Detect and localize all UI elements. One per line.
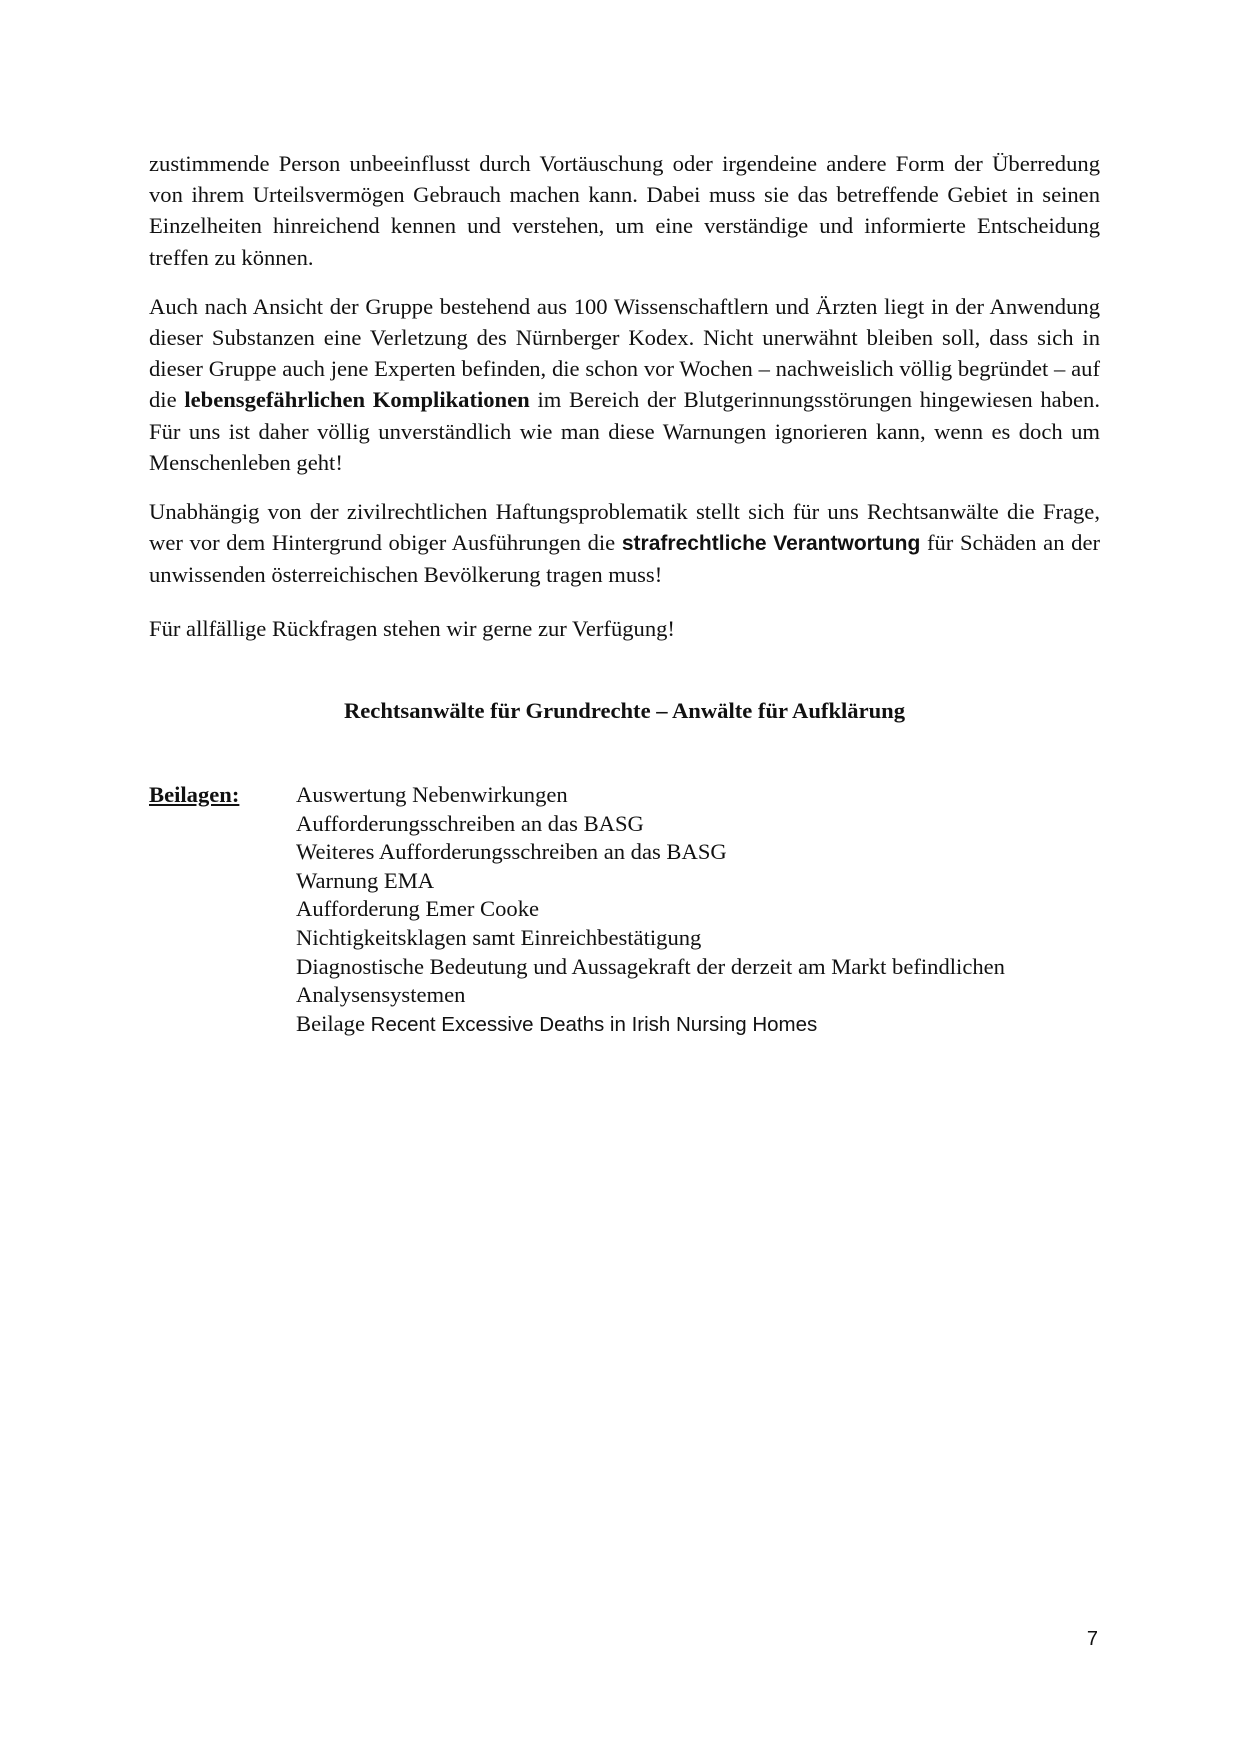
paragraph-nuremberg-code: [149, 291, 1100, 478]
enclosure-item: Warnung EMA: [296, 867, 435, 893]
paragraph-consent-text: zustimmende Person unbeeinflusst durch Vortäuschung oder irgendeine andere Form der Überredung von ihrem Urteilsvermögen Gebrauch machen kann. Dabei muss sie das betreffende Gebiet in seinen Einzelheiten hinreichend kennen und verstehen, um eine verständige und informierte Entscheidung treffen zu können.: [149, 151, 1100, 270]
enclosure-item: Weiteres Aufforderungsschreiben an das BASG: [296, 839, 727, 865]
enclosure-prefix: Beilage: [296, 1010, 371, 1036]
enclosure-item: Diagnostische Bedeutung und Aussagekraft der derzeit am Markt befindlichen Analysensystemen: [296, 953, 1005, 1008]
enclosures-list: [296, 781, 1100, 1039]
enclosure-title: Recent Excessive Deaths in Irish Nursing Homes: [370, 1012, 818, 1036]
paragraph-nuremberg-text-start: Auch nach Ansicht der Gruppe bestehend aus 100 Wissenschaftlern und Ärzten liegt in der Anwendung dieser Substanzen eine Verletzung des Nürnberger Kodex. Nicht unerwähnt bleiben soll, dass sich in dieser Gruppe auch jene Experten befinden, die schon vor Wochen – nachweislich völlig begründet – auf die: [149, 293, 1100, 413]
paragraph-consent: [149, 148, 1100, 273]
enclosure-item: Aufforderung Emer Cooke: [296, 896, 540, 922]
enclosures-label: Beilagen:: [149, 782, 240, 807]
paragraph-liability-text-start: Unabhängig von der zivilrechtlichen Haftungsproblematik stellt sich für uns Rechtsanwälte die Frage, wer vor dem Hintergrund obiger Ausführungen die: [149, 499, 1100, 556]
paragraph-criminal-liability: [149, 496, 1100, 591]
paragraph-closing: [149, 613, 1100, 644]
signature-line: Rechtsanwälte für Grundrechte – Anwälte für Aufklärung: [343, 698, 906, 723]
paragraph-nuremberg-text-end: im Bereich der Blutgerinnungsstörungen hingewiesen haben. Für uns ist daher völlig unverständlich wie man diese Warnungen ignorieren kann, wenn es doch um Menschenleben geht!: [149, 387, 1100, 475]
paragraph-closing-text: Für allfällige Rückfragen stehen wir gerne zur Verfügung!: [149, 615, 675, 641]
paragraph-liability-text-end: für Schäden an der unwissenden österreichischen Bevölkerung tragen muss!: [149, 530, 1100, 588]
enclosure-item: Auswertung Nebenwirkungen: [296, 782, 568, 807]
letter-body: [149, 148, 1100, 662]
bold-criminal: strafrechtliche: [621, 532, 767, 556]
enclosure-item: Nichtigkeitsklagen samt Einreichbestätigung: [296, 924, 702, 950]
page-number: 7: [1086, 1628, 1098, 1650]
enclosure-item: Aufforderungsschreiben an das BASG: [296, 810, 644, 836]
enclosure-item-irish-nursing-homes: [296, 1010, 1100, 1040]
bold-life-threatening-complications: lebensgefährlichen Komplikationen: [184, 387, 530, 413]
bold-responsibility: Verantwortung: [773, 532, 921, 556]
